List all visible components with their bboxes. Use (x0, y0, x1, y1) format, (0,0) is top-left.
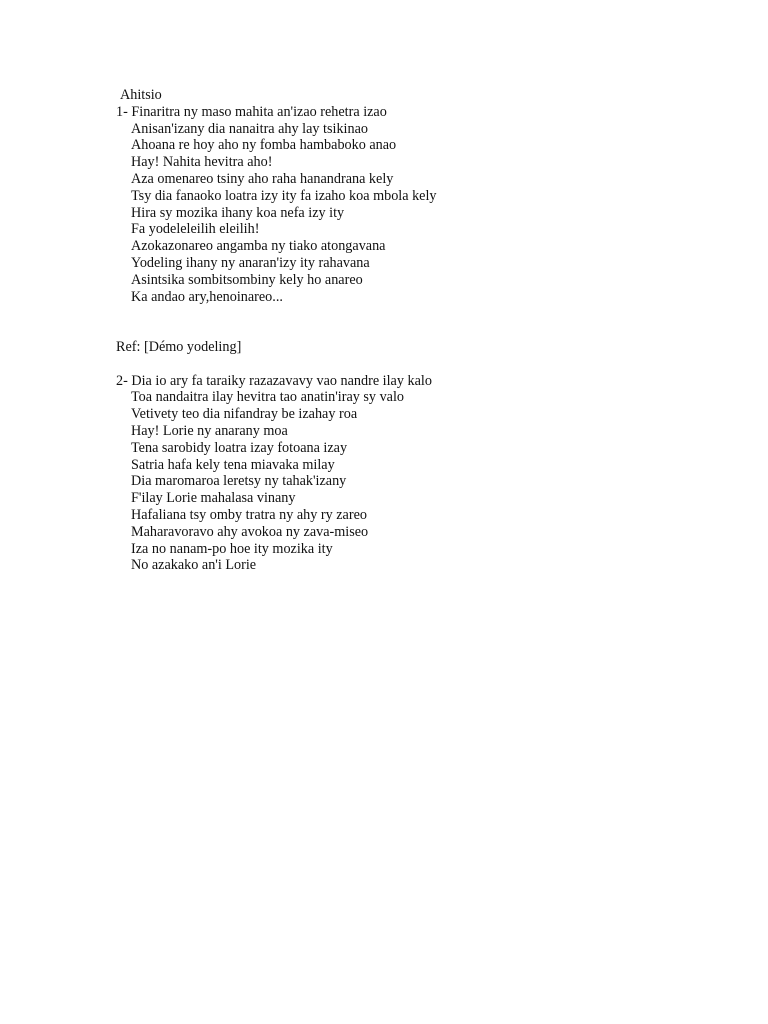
verse-2-line: Maharavoravo ahy avokoa ny zava-miseo (131, 523, 369, 540)
verse-1-line: Ahoana re hoy aho ny fomba hambaboko anao (131, 137, 397, 154)
verse-2-line: Hafaliana tsy omby tratra ny ahy ry zareo (131, 506, 367, 523)
verse-2-line: Satria hafa kely tena miavaka milay (131, 456, 335, 473)
verse-1-line: Hira sy mozika ihany koa nefa izy ity (131, 204, 345, 221)
verse-2-line: F'ilay Lorie mahalasa vinany (131, 490, 296, 507)
verse-2-first-line: 2- Dia io ary fa taraiky razazavavy vao nandre ilay kalo (116, 372, 432, 389)
spacer (116, 322, 736, 339)
verse-1-line: Ka andao ary,henoinareo... (131, 288, 283, 305)
verse-1-line: Yodeling ihany ny anaran'izy ity rahavana (131, 254, 370, 271)
verse-2-line: Vetivety teo dia nifandray be izahay roa (131, 406, 358, 423)
verse-1-line: Tsy dia fanaoko loatra izy ity fa izaho koa mbola kely (131, 187, 437, 204)
verse-2-line (116, 574, 736, 591)
verse-1-line: Anisan'izany dia nanaitra ahy lay tsikinao (131, 120, 368, 137)
document-title: Ahitsio (120, 87, 162, 103)
verse-1-line (116, 305, 736, 322)
verse-2-line: Dia maromaroa leretsy ny tahak'izany (131, 473, 347, 490)
verse-1-line: Azokazonareo angamba ny tiako atongavana (131, 238, 386, 255)
verse-2-line: Toa nandaitra ilay hevitra tao anatin'iray sy valo (131, 389, 404, 406)
verse-2-line: Hay! Lorie ny anarany moa (131, 422, 288, 439)
verse-1-first-line: 1- Finaritra ny maso mahita an'izao rehetra izao (116, 103, 387, 120)
verse-1-line: Fa yodeleleilih eleilih! (131, 221, 260, 238)
verse-2-line: Tena sarobidy loatra izay fotoana izay (131, 439, 348, 456)
verse-2-line: No azakako an'i Lorie (131, 557, 257, 574)
verse-2-line: Iza no nanam-po hoe ity mozika ity (131, 540, 333, 557)
verse-1-line: Asintsika sombitsombiny kely ho anareo (131, 271, 363, 288)
refrain-line: Ref: [Démo yodeling] (116, 338, 242, 355)
spacer (116, 356, 736, 373)
verse-1-line: Aza omenareo tsiny aho raha hanandrana kely (131, 170, 394, 187)
lyrics-text (116, 87, 736, 591)
verse-1-line: Hay! Nahita hevitra aho! (131, 154, 273, 171)
